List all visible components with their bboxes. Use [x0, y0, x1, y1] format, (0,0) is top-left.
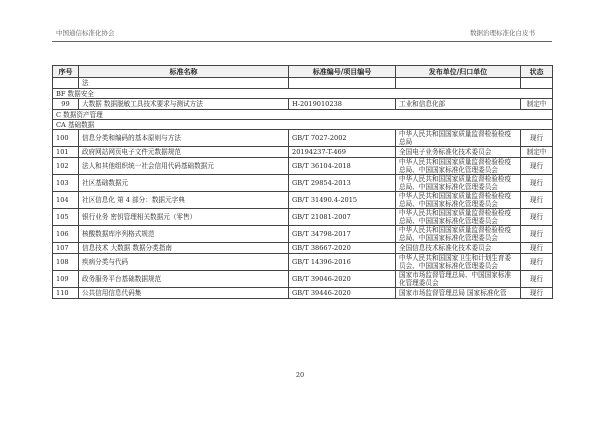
row-code: GB/T 21081-2007 [289, 209, 396, 226]
row-no: 103 [53, 175, 79, 192]
row-name: 核酸数据库序列格式规范 [79, 226, 289, 243]
table-header-row [53, 66, 553, 78]
row-status: 现行 [521, 175, 553, 192]
header-org: 中国通信标准化协会 [56, 29, 115, 37]
standards-table [52, 65, 553, 299]
row-status: 现行 [521, 288, 553, 299]
continuation-text: 法 [79, 78, 289, 89]
row-org: 全国电子业务标准化技术委员会 [396, 147, 521, 158]
page-number: 20 [295, 371, 305, 379]
row-status: 现行 [521, 271, 553, 288]
row-no: 102 [53, 158, 79, 175]
row-no: 106 [53, 226, 79, 243]
header-rule [52, 41, 552, 42]
row-code: H-2019010238 [289, 99, 396, 110]
row-code: GB/T 36104-2018 [289, 158, 396, 175]
row-status: 现行 [521, 158, 553, 175]
row-name: 信息分类和编码的基本原则与方法 [79, 130, 289, 147]
row-status: 现行 [521, 209, 553, 226]
row-code: GB/T 29854-2013 [289, 175, 396, 192]
row-no: 109 [53, 271, 79, 288]
row-code: GB/T 7027-2002 [289, 130, 396, 147]
row-status: 现行 [521, 254, 553, 271]
row-name: 公共信用信息代码集 [79, 288, 289, 299]
row-org: 中华人民共和国国家质量监督检验检疫总局、中国国家标准化管理委员会 [396, 209, 521, 226]
row-no: 99 [53, 99, 79, 110]
table-row [53, 243, 553, 254]
row-no: 107 [53, 243, 79, 254]
row-status: 现行 [521, 226, 553, 243]
row-name: 政府网站网页电子文件元数据规范 [79, 147, 289, 158]
section-title: C 数据资产管理 [53, 110, 553, 120]
row-no: 104 [53, 192, 79, 209]
table-row [53, 130, 553, 147]
table-row [53, 147, 553, 158]
section-title: CA 基础数据 [53, 120, 553, 130]
row-org: 国家市场监督管理总局 国家标准化管 [396, 288, 521, 299]
row-code: GB/T 38667-2020 [289, 243, 396, 254]
header-doc-title: 数据治理标准化白皮书 [470, 29, 535, 37]
row-name: 银行业务 密钥管理相关数据元（零售） [79, 209, 289, 226]
row-name: 信息技术 大数据 数据分类指南 [79, 243, 289, 254]
table-row [53, 192, 553, 209]
section-title: BF 数据安全 [53, 89, 553, 99]
row-org: 中华人民共和国国家质量监督检验检疫总局、中国国家标准化管理委员会 [396, 192, 521, 209]
row-code: GB/T 39446-2020 [289, 288, 396, 299]
row-code: GB/T 14396-2016 [289, 254, 396, 271]
table-row [53, 158, 553, 175]
row-org: 中华人民共和国国家卫生和计划生育委员会、中国国家标准化管理委员会 [396, 254, 521, 271]
row-name: 大数据 数据脱敏工具技术要求与测试方法 [79, 99, 289, 110]
row-status: 现行 [521, 243, 553, 254]
row-status: 现行 [521, 192, 553, 209]
table-row [53, 99, 553, 110]
table-row [53, 226, 553, 243]
col-header-no: 序号 [53, 66, 79, 78]
row-no: 105 [53, 209, 79, 226]
row-status: 制定中 [521, 99, 553, 110]
table-row [53, 78, 553, 89]
row-name: 疾病分类与代码 [79, 254, 289, 271]
row-org: 中华人民共和国国家质量监督检验检疫总局、中国国家标准化管理委员会 [396, 158, 521, 175]
col-header-code: 标准编号/项目编号 [289, 66, 396, 78]
col-header-name: 标准名称 [79, 66, 289, 78]
row-org: 工业和信息化部 [396, 99, 521, 110]
row-no: 101 [53, 147, 79, 158]
row-code: GB/T 39046-2020 [289, 271, 396, 288]
row-code: 20194237-T-469 [289, 147, 396, 158]
row-status: 现行 [521, 130, 553, 147]
row-org: 中华人民共和国国家质量监督检验检疫总局、中国国家标准化管理委员会 [396, 175, 521, 192]
row-no: 108 [53, 254, 79, 271]
col-header-status: 状态 [521, 66, 553, 78]
row-name: 政务服务平台基础数据规范 [79, 271, 289, 288]
section-row [53, 89, 553, 99]
row-org: 中华人民共和国国家质量监督检验检疫总局 [396, 130, 521, 147]
row-code: GB/T 34798-2017 [289, 226, 396, 243]
row-name: 法人和其他组织统一社会信用代码基础数据元 [79, 158, 289, 175]
table-row [53, 271, 553, 288]
row-org: 中华人民共和国国家质量监督检验检疫总局、中国国家标准化管理委员会 [396, 226, 521, 243]
row-org: 全国信息技术标准化技术委员会 [396, 243, 521, 254]
row-status: 制定中 [521, 147, 553, 158]
section-row [53, 110, 553, 120]
row-no: 110 [53, 288, 79, 299]
table-row [53, 288, 553, 299]
row-no: 100 [53, 130, 79, 147]
row-name: 社区基础数据元 [79, 175, 289, 192]
row-code: GB/T 31490.4-2015 [289, 192, 396, 209]
row-org: 国家市场监督管理总局、中国国家标准化管理委员会 [396, 271, 521, 288]
row-name: 社区信息化 第 4 部分：数据元字典 [79, 192, 289, 209]
table-row [53, 209, 553, 226]
table-row [53, 254, 553, 271]
col-header-org: 发布单位/归口单位 [396, 66, 521, 78]
section-row [53, 120, 553, 130]
table-row [53, 175, 553, 192]
